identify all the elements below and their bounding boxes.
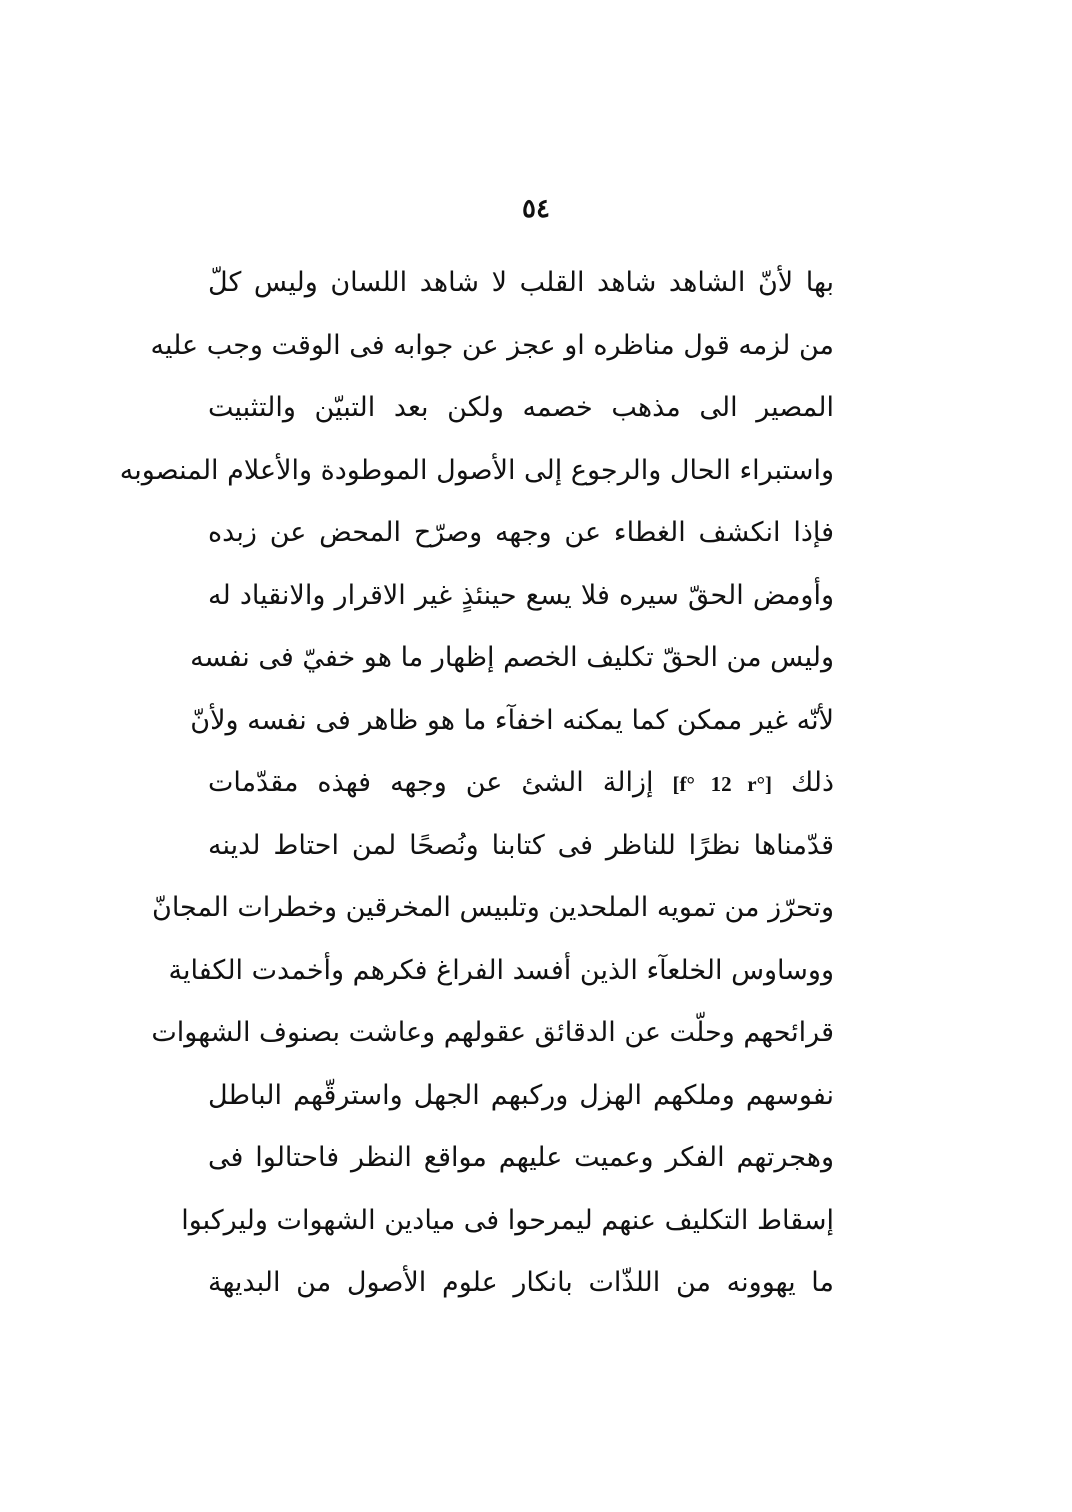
- text-line-8: لأنّه غير ممكن كما يمكنه اخفآء ما هو ظاهر فى نفسه ولأنّ: [190, 704, 834, 736]
- text-line-4: واستبراء الحال والرجوع إلى الأصول الموطودة والأعلام المنصوبه: [119, 454, 834, 486]
- text-line-9-end: إزالة الشئ عن وجهه فهذه مقدّمات: [208, 767, 654, 798]
- text-line-7: وليس من الحقّ تكليف الخصم إظهار ما هو خفيّ فى نفسه: [190, 642, 834, 673]
- text-line-12: ووساوس الخلعآء الذين أفسد الفراغ فكرهم وأخمدت الكفاية: [168, 954, 834, 986]
- text-line-14: نفوسهم وملكهم الهزل وركبهم الجهل واسترقّهم الباطل: [208, 1079, 834, 1111]
- text-line-3: المصير الى مذهب خصمه ولكن بعد التبيّن والتثبيت: [208, 392, 834, 423]
- text-line-9: [208, 752, 834, 815]
- text-line-16: إسقاط التكليف عنهم ليمرحوا فى ميادين الشهوات وليركبوا: [181, 1204, 834, 1236]
- text-line-10: قدّمناها نظرًا للناظر فى كتابنا ونُصحًا لمن احتاط لدينه: [208, 829, 834, 861]
- text-line-1: بها لأنّ الشاهد شاهد القلب لا شاهد اللسان وليس كلّ: [208, 267, 834, 298]
- arabic-text-block: [119, 252, 834, 1315]
- page-number: ٥٤: [522, 194, 550, 224]
- text-line-6: وأومض الحقّ سيره فلا يسع حينئذٍ غير الاقرار والانقياد له: [208, 579, 834, 611]
- text-line-9-start: ذلك: [790, 767, 834, 798]
- text-line-11: وتحرّز من تمويه الملحدين وتلبيس المخرقين وخطرات المجانّ: [151, 892, 834, 923]
- folio-reference: [f° 12 r°]: [672, 772, 772, 796]
- text-line-2: من لزمه قول مناظره او عجز عن جوابه فى الوقت وجب عليه: [150, 329, 834, 361]
- text-line-13: قرائحهم وحلّت عن الدقائق عقولهم وعاشت بصنوف الشهوات: [151, 1017, 834, 1048]
- text-line-17: ما يهوونه من اللذّات بانكار علوم الأصول من البديهة: [208, 1267, 834, 1298]
- text-line-15: وهجرتهم الفكر وعميت عليهم مواقع النظر فاحتالوا فى: [208, 1142, 834, 1173]
- text-line-5: فإذا انكشف الغطاء عن وجهه وصرّح المحض عن زبده: [208, 517, 834, 548]
